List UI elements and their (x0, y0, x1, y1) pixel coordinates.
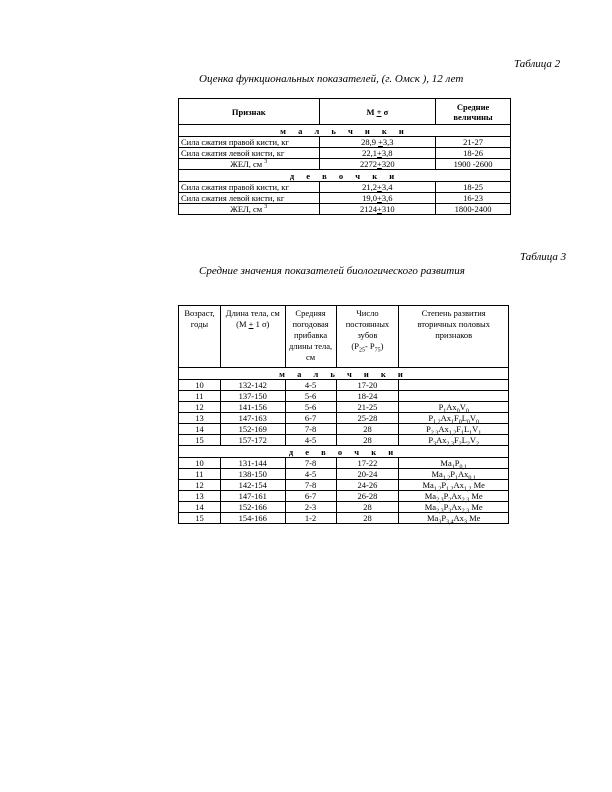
cell-sex-stage: $P_{1,2}Ax_1F_0L_0V_0$ (399, 413, 509, 424)
table-row (179, 137, 511, 148)
table-row (179, 502, 509, 513)
cell-len: 141-156 (220, 402, 285, 413)
average-range: 18-26 (436, 148, 511, 159)
cell-sex-stage: $Ma_{1,2}P_1Ax_{0,1}$ (399, 469, 509, 480)
cell-age: 12 (179, 402, 221, 413)
table-row (179, 193, 511, 204)
cell-age: 13 (179, 491, 221, 502)
table-row (179, 391, 509, 402)
cell-gain: 1-2 (285, 513, 336, 524)
cell-teeth: 28 (336, 513, 399, 524)
feature-name: Сила сжатия левой кисти, кг (179, 148, 320, 159)
t3-header-length: Длина тела, см (M + 1 σ) (220, 306, 285, 368)
table-row (179, 435, 509, 446)
cell-age: 11 (179, 469, 221, 480)
cell-teeth: 21-25 (336, 402, 399, 413)
mean-sd: 28,9 +3,3 (319, 137, 436, 148)
cell-sex-stage: $P_3Ax_{2,3}F_2L_2V_2$ (399, 435, 509, 446)
cell-teeth: 26-28 (336, 491, 399, 502)
cell-age: 15 (179, 435, 221, 446)
t3-header-teeth: Число постоянных зубов ($P_{25}-$ $P_{75}$) (336, 306, 399, 368)
average-range: 21-27 (436, 137, 511, 148)
cell-teeth: 25-28 (336, 413, 399, 424)
t3-header-sex: Степень развития вторичных половых признаков (399, 306, 509, 368)
average-range: 18-25 (436, 182, 511, 193)
average-range: 1800-2400 (436, 204, 511, 215)
cell-len: 138-150 (220, 469, 285, 480)
table-row (179, 182, 511, 193)
t3-header-gain: Средняя погодовая прибавка длины тела, см (285, 306, 336, 368)
mean-sd: 22,1+3,8 (319, 148, 436, 159)
cell-len: 147-163 (220, 413, 285, 424)
cell-teeth: 20-24 (336, 469, 399, 480)
average-range: 16-23 (436, 193, 511, 204)
cell-age: 15 (179, 513, 221, 524)
cell-gain: 7-8 (285, 424, 336, 435)
table-row (179, 380, 509, 391)
feature-name: ЖЕЛ, см $^3$ (179, 204, 320, 215)
cell-len: 154-166 (220, 513, 285, 524)
mean-sd: 21,2+3,4 (319, 182, 436, 193)
table-row (179, 159, 511, 170)
cell-age: 10 (179, 458, 221, 469)
cell-sex-stage: $Ma_{2,3}P_3Ax_{2,3}$ Me (399, 502, 509, 513)
table-row (179, 513, 509, 524)
table2 (178, 98, 511, 215)
section-label: м а л ь ч и к и (179, 368, 509, 380)
feature-name: Сила сжатия правой кисти, кг (179, 182, 320, 193)
cell-teeth: 28 (336, 502, 399, 513)
section-row (179, 125, 511, 137)
cell-len: 132-142 (220, 380, 285, 391)
table-row (179, 148, 511, 159)
section-label: д е в о ч к и (179, 170, 511, 182)
cell-age: 14 (179, 424, 221, 435)
mean-sd: 2124+310 (319, 204, 436, 215)
feature-name: Сила сжатия правой кисти, кг (179, 137, 320, 148)
table-row (179, 424, 509, 435)
cell-gain: 6-7 (285, 413, 336, 424)
cell-age: 10 (179, 380, 221, 391)
cell-age: 13 (179, 413, 221, 424)
t2-header-avg: Средние величины (436, 99, 511, 125)
cell-gain: 4-5 (285, 469, 336, 480)
cell-len: 131-144 (220, 458, 285, 469)
cell-gain: 7-8 (285, 480, 336, 491)
section-row (179, 170, 511, 182)
cell-gain: 4-5 (285, 435, 336, 446)
cell-teeth: 18-24 (336, 391, 399, 402)
cell-len: 142-154 (220, 480, 285, 491)
table-row (179, 458, 509, 469)
section-row (179, 368, 509, 380)
average-range: 1900 -2600 (436, 159, 511, 170)
table2-number: Таблица 2 (514, 58, 561, 70)
cell-gain: 2-3 (285, 502, 336, 513)
table2-caption: Оценка функциональных показателей, (г. Омск ), 12 лет (199, 73, 464, 85)
table-row (179, 480, 509, 491)
cell-len: 157-172 (220, 435, 285, 446)
cell-len: 137-150 (220, 391, 285, 402)
table3-number: Таблица 3 (520, 251, 567, 263)
table-row (179, 402, 509, 413)
table-row (179, 413, 509, 424)
cell-teeth: 24-26 (336, 480, 399, 491)
table3 (178, 305, 509, 524)
section-label: м а л ь ч и к и (179, 125, 511, 137)
table3-caption: Средние значения показателей биологического развития (199, 265, 465, 277)
cell-gain: 5-6 (285, 391, 336, 402)
cell-sex-stage: $P_1Ax_0V_0$ (399, 402, 509, 413)
feature-name: Сила сжатия левой кисти, кг (179, 193, 320, 204)
cell-sex-stage: $Ma_{1,2}P_{1,2}Ax_{1,2}$ Me (399, 480, 509, 491)
cell-sex-stage: $P_{2,3}Ax_{1,2}F_1L_1V_1$ (399, 424, 509, 435)
cell-teeth: 17-20 (336, 380, 399, 391)
cell-age: 14 (179, 502, 221, 513)
table-row (179, 469, 509, 480)
cell-sex-stage (399, 391, 509, 402)
table-row (179, 491, 509, 502)
t2-header-feature: Признак (179, 99, 320, 125)
feature-name: ЖЕЛ, см $^3$ (179, 159, 320, 170)
cell-sex-stage: $Ma_3P_{3,4}Ax_3$ Me (399, 513, 509, 524)
cell-teeth: 28 (336, 424, 399, 435)
cell-gain: 5-6 (285, 402, 336, 413)
cell-sex-stage: $Ma_1P_{0,1}$ (399, 458, 509, 469)
cell-gain: 6-7 (285, 491, 336, 502)
cell-age: 11 (179, 391, 221, 402)
cell-len: 147-161 (220, 491, 285, 502)
cell-teeth: 28 (336, 435, 399, 446)
t2-header-m: M + σ (319, 99, 436, 125)
cell-len: 152-166 (220, 502, 285, 513)
section-label: д е в о ч к и (179, 446, 509, 458)
cell-sex-stage: $Ma_{2,3}P_2Ax_{2,3}$ Me (399, 491, 509, 502)
cell-teeth: 17-22 (336, 458, 399, 469)
mean-sd: 2272+320 (319, 159, 436, 170)
cell-gain: 7-8 (285, 458, 336, 469)
cell-gain: 4-5 (285, 380, 336, 391)
mean-sd: 19,0+3,6 (319, 193, 436, 204)
t3-header-age: Возраст, годы (179, 306, 221, 368)
cell-sex-stage (399, 380, 509, 391)
table-row (179, 204, 511, 215)
cell-len: 152-169 (220, 424, 285, 435)
cell-age: 12 (179, 480, 221, 491)
